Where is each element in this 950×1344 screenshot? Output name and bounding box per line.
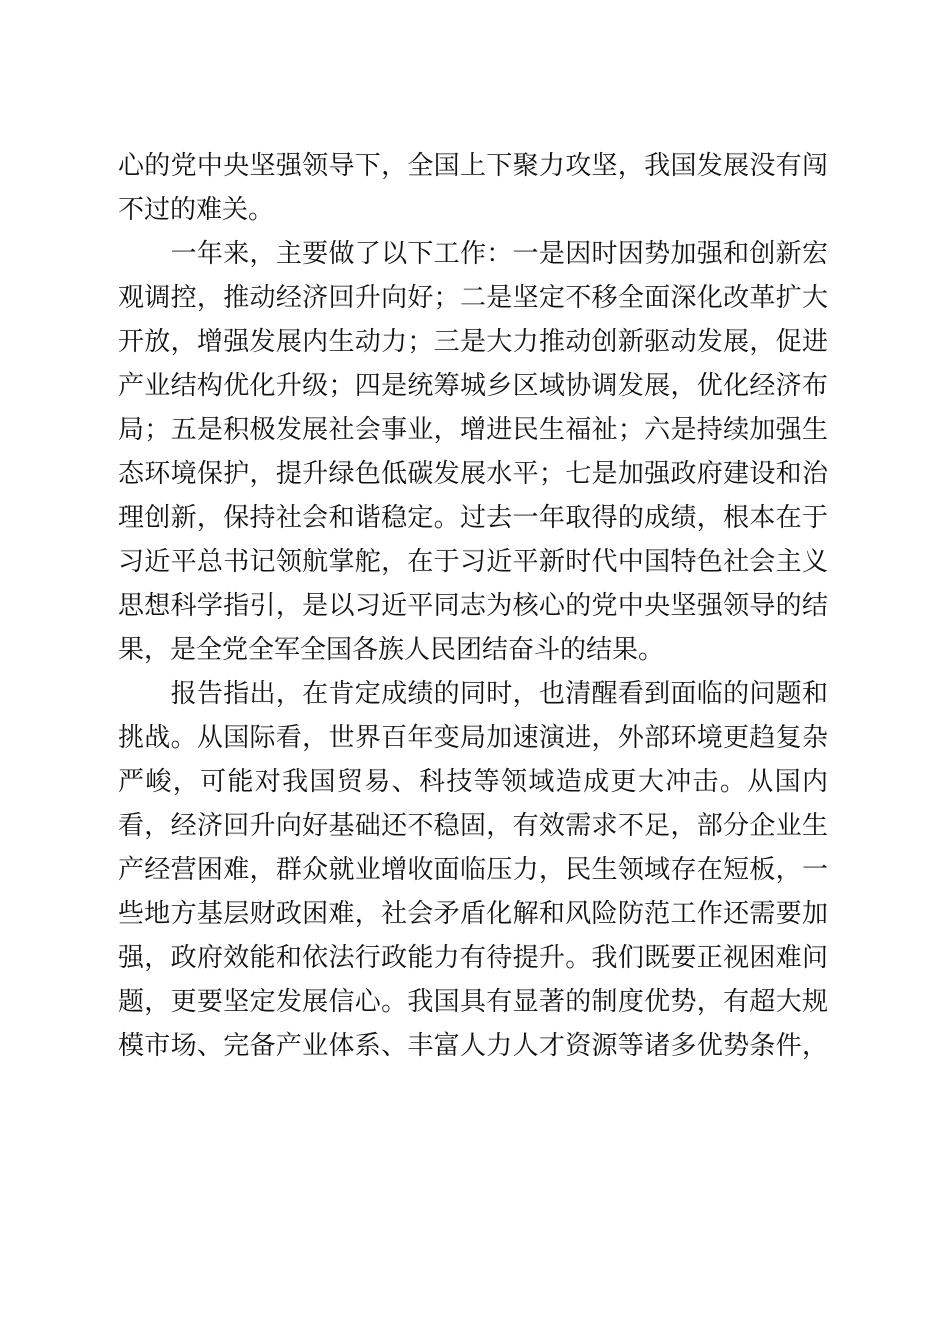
text-line: 思想科学指引，是以习近平同志为核心的党中央坚强领导的结 bbox=[118, 591, 828, 621]
text-line: 挑战。从国际看，世界百年变局加速演进，外部环境更趋复杂 bbox=[118, 723, 828, 753]
text-line: 开放，增强发展内生动力；三是大力推动创新驱动发展，促进 bbox=[118, 327, 828, 357]
text-line: 局；五是积极发展社会事业，增进民生福祉；六是持续加强生 bbox=[118, 415, 828, 445]
text-line: 观调控，推动经济回升向好；二是坚定不移全面深化改革扩大 bbox=[118, 283, 828, 313]
text-line: 心的党中央坚强领导下，全国上下聚力攻坚，我国发展没有闯 bbox=[118, 151, 828, 181]
text-line: 些地方基层财政困难，社会矛盾化解和风险防范工作还需要加 bbox=[118, 899, 828, 929]
text-line: 一年来，主要做了以下工作：一是因时因势加强和创新宏 bbox=[118, 239, 828, 269]
text-line: 严峻，可能对我国贸易、科技等领域造成更大冲击。从国内 bbox=[118, 767, 828, 797]
paragraph-1 bbox=[118, 144, 828, 232]
text-line: 不过的难关。 bbox=[118, 195, 275, 225]
text-line: 强，政府效能和依法行政能力有待提升。我们既要正视困难问 bbox=[118, 943, 828, 973]
text-line: 报告指出，在肯定成绩的同时，也清醒看到面临的问题和 bbox=[118, 679, 828, 709]
text-line: 产经营困难，群众就业增收面临压力，民生领域存在短板，一 bbox=[118, 855, 828, 885]
text-line: 看，经济回升向好基础还不稳固，有效需求不足，部分企业生 bbox=[118, 811, 828, 841]
text-line: 习近平总书记领航掌舵，在于习近平新时代中国特色社会主义 bbox=[118, 547, 828, 577]
text-line: 果，是全党全军全国各族人民团结奋斗的结果。 bbox=[118, 635, 665, 665]
paragraph-2 bbox=[118, 232, 828, 672]
paragraph-3 bbox=[118, 672, 828, 1068]
text-line: 题，更要坚定发展信心。我国具有显著的制度优势，有超大规 bbox=[118, 987, 828, 1017]
text-line: 模市场、完备产业体系、丰富人力人才资源等诸多优势条件， bbox=[118, 1031, 828, 1061]
body-text bbox=[118, 144, 828, 1068]
text-line: 理创新，保持社会和谐稳定。过去一年取得的成绩，根本在于 bbox=[118, 503, 828, 533]
text-line: 产业结构优化升级；四是统筹城乡区域协调发展，优化经济布 bbox=[118, 371, 828, 401]
text-line: 态环境保护，提升绿色低碳发展水平；七是加强政府建设和治 bbox=[118, 459, 828, 489]
